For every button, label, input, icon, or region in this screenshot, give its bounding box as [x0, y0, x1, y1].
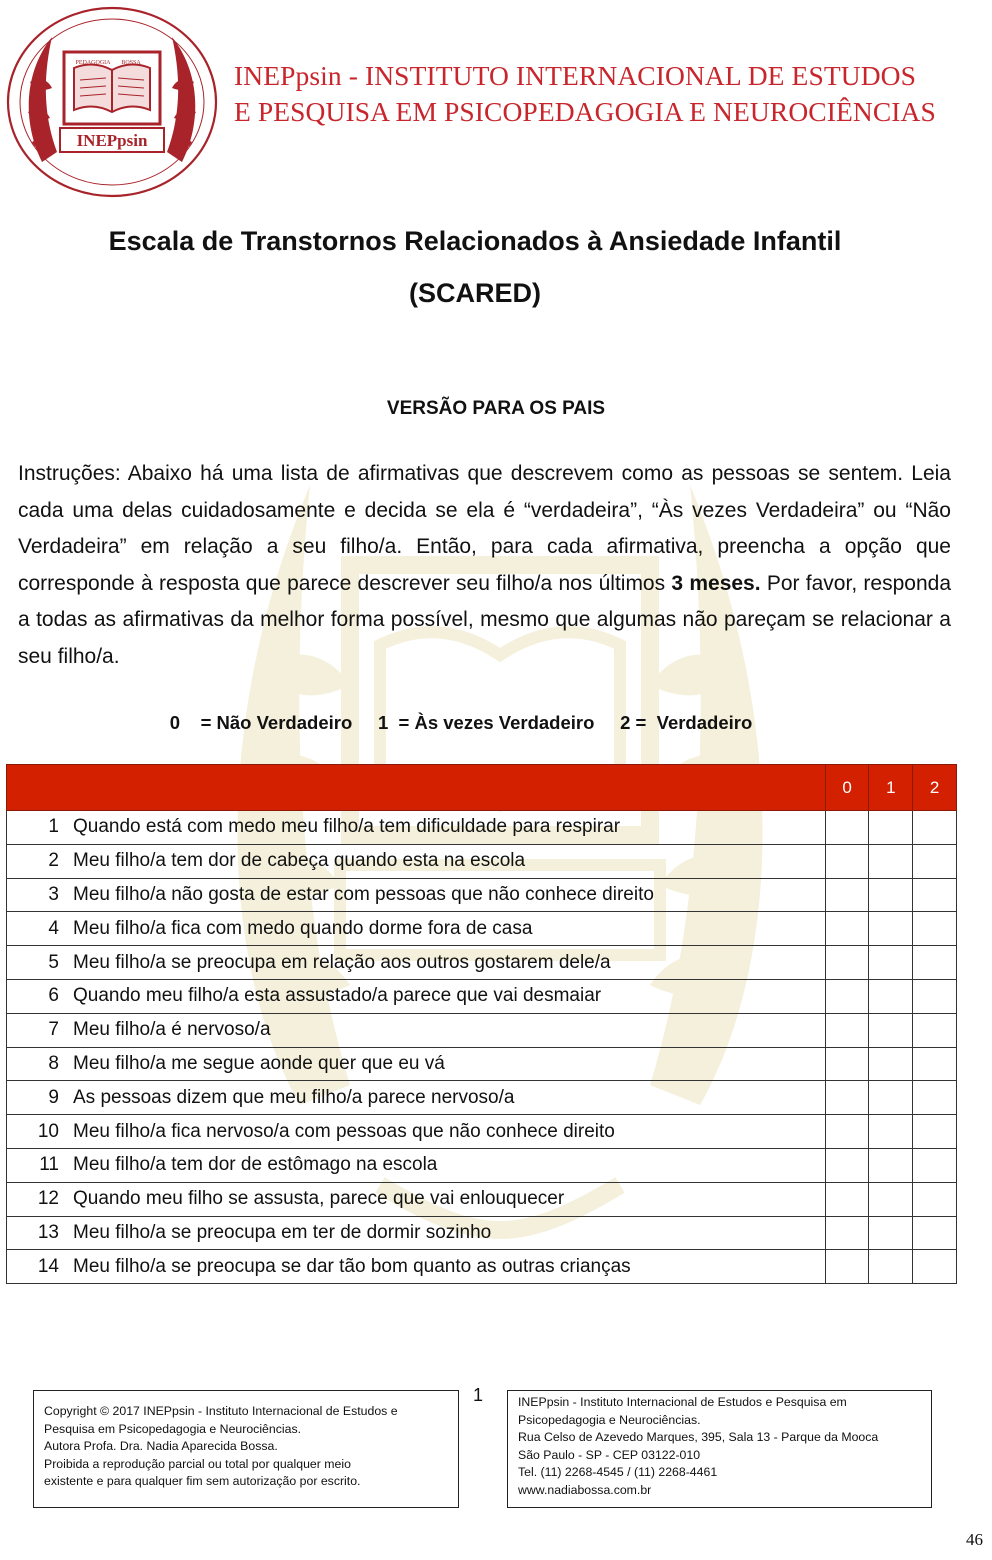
- item-text: Meu filho/a me segue aonde quer que eu vá: [73, 1052, 445, 1074]
- answer-cell-2[interactable]: [913, 1013, 957, 1047]
- website-link[interactable]: www.nadiabossa.com.br: [518, 1482, 652, 1497]
- answer-cell-1[interactable]: [869, 844, 913, 878]
- item-number: 14: [37, 1255, 59, 1277]
- copyright-line: Proibida a reprodução parcial ou total por qualquer meio: [44, 1456, 351, 1471]
- table-row: [7, 946, 957, 980]
- table-row: [7, 1047, 957, 1081]
- table-row: [7, 878, 957, 912]
- answer-cell-2[interactable]: [913, 1148, 957, 1182]
- item-number: 8: [48, 1052, 59, 1074]
- answer-cell-0[interactable]: [825, 979, 869, 1013]
- answer-cell-0[interactable]: [825, 1115, 869, 1149]
- item-number: 6: [48, 985, 59, 1007]
- folio-number: 46: [966, 1530, 983, 1549]
- institute-name-line1: INEPpsin - INSTITUTO INTERNACIONAL DE ESTUDOS: [234, 60, 917, 91]
- answer-cell-2[interactable]: [913, 878, 957, 912]
- answer-cell-1[interactable]: [869, 979, 913, 1013]
- version-heading: VERSÃO PARA OS PAIS: [386, 398, 606, 419]
- item-text: Quando meu filho se assusta, parece que vai enlouquecer: [73, 1188, 565, 1210]
- answer-cell-0[interactable]: [825, 811, 869, 845]
- answer-cell-0[interactable]: [825, 1148, 869, 1182]
- item-number: 5: [48, 951, 59, 973]
- item-text: Meu filho/a se preocupa se dar tão bom quanto as outras crianças: [73, 1255, 631, 1277]
- copyright-line: Autora Profa. Dra. Nadia Aparecida Bossa.: [44, 1439, 278, 1454]
- contact-line: Psicopedagogia e Neurociências.: [518, 1412, 701, 1427]
- answer-scale-legend: 0 = Não Verdadeiro 1 = Às vezes Verdadeiro 2 = Verdadeiro: [169, 712, 753, 733]
- answer-cell-0[interactable]: [825, 844, 869, 878]
- contact-line: São Paulo - SP - CEP 03122-010: [518, 1447, 701, 1462]
- copyright-line: Copyright © 2017 INEPpsin - Instituto Internacional de Estudos e: [44, 1404, 398, 1418]
- institute-name-line2: E PESQUISA EM PSICOPEDAGOGIA E NEUROCIÊNCIAS: [234, 96, 936, 127]
- answer-cell-0[interactable]: [825, 912, 869, 946]
- answer-cell-1[interactable]: [869, 1115, 913, 1149]
- item-text: Quando meu filho/a esta assustado/a parece que vai desmaiar: [73, 985, 602, 1007]
- answer-cell-1[interactable]: [869, 878, 913, 912]
- item-number: 3: [48, 883, 59, 905]
- item-number: 2: [48, 850, 59, 872]
- header-col-0: 0: [825, 765, 869, 811]
- item-text: Meu filho/a fica com medo quando dorme fora de casa: [73, 917, 533, 939]
- answer-cell-1[interactable]: [869, 946, 913, 980]
- answer-cell-0[interactable]: [825, 946, 869, 980]
- answer-cell-1[interactable]: [869, 1250, 913, 1284]
- answer-cell-1[interactable]: [869, 1182, 913, 1216]
- contact-box: [507, 1390, 932, 1508]
- answer-cell-2[interactable]: [913, 979, 957, 1013]
- answer-cell-2[interactable]: [913, 1216, 957, 1250]
- copyright-line: existente e para qualquer fim sem autorização por escrito.: [44, 1474, 361, 1489]
- table-header-row: [7, 765, 957, 811]
- header-col-1: 1: [869, 765, 913, 811]
- institute-logo: [2, 2, 222, 200]
- contact-line: INEPpsin - Instituto Internacional de Estudos e Pesquisa em: [518, 1395, 847, 1409]
- header-blank-cell: [7, 765, 826, 811]
- item-number: 12: [37, 1188, 59, 1210]
- answer-cell-0[interactable]: [825, 1250, 869, 1284]
- answer-cell-2[interactable]: [913, 1115, 957, 1149]
- item-text: Meu filho/a se preocupa em relação aos outros gostarem dele/a: [73, 951, 611, 973]
- table-row: [7, 1013, 957, 1047]
- answer-cell-0[interactable]: [825, 1216, 869, 1250]
- answer-cell-1[interactable]: [869, 811, 913, 845]
- answer-cell-2[interactable]: [913, 1081, 957, 1115]
- table-row: [7, 979, 957, 1013]
- item-number: 7: [48, 1019, 59, 1041]
- answer-cell-0[interactable]: [825, 1047, 869, 1081]
- svg-text:INEPpsin: INEPpsin: [76, 131, 148, 150]
- answer-cell-0[interactable]: [825, 1182, 869, 1216]
- item-text: Meu filho/a tem dor de estômago na escola: [73, 1154, 438, 1176]
- answer-cell-1[interactable]: [869, 1148, 913, 1182]
- table-row: [7, 1216, 957, 1250]
- answer-cell-0[interactable]: [825, 878, 869, 912]
- item-number: 9: [48, 1086, 59, 1108]
- item-text: Meu filho/a fica nervoso/a com pessoas que não conhece direito: [73, 1120, 615, 1142]
- table-row: [7, 811, 957, 845]
- table-row: [7, 844, 957, 878]
- institute-name: [234, 58, 974, 130]
- item-text: Meu filho/a se preocupa em ter de dormir sozinho: [73, 1221, 492, 1243]
- table-row: [7, 1115, 957, 1149]
- answer-cell-2[interactable]: [913, 844, 957, 878]
- svg-text:BOSSA: BOSSA: [121, 60, 141, 66]
- item-text: Meu filho/a tem dor de cabeça quando esta na escola: [73, 850, 526, 872]
- answer-cell-1[interactable]: [869, 1216, 913, 1250]
- item-text: Quando está com medo meu filho/a tem dificuldade para respirar: [73, 816, 621, 838]
- copyright-box: [33, 1390, 459, 1508]
- page-number: 1: [473, 1385, 484, 1405]
- item-text: Meu filho/a não gosta de estar com pessoas que não conhece direito: [73, 883, 654, 905]
- answer-cell-2[interactable]: [913, 912, 957, 946]
- answer-cell-2[interactable]: [913, 1047, 957, 1081]
- table-row: [7, 1081, 957, 1115]
- item-number: 11: [39, 1154, 59, 1176]
- table-row: [7, 1250, 957, 1284]
- answer-cell-1[interactable]: [869, 1013, 913, 1047]
- answer-cell-2[interactable]: [913, 811, 957, 845]
- contact-line: Tel. (11) 2268-4545 / (11) 2268-4461: [518, 1465, 718, 1480]
- questionnaire-table: [6, 764, 957, 1284]
- table-row: [7, 1182, 957, 1216]
- instructions-paragraph: Instruções: Abaixo há uma lista de afirmativas que descrevem como as pessoas se sentem. Leia cada uma delas cuidadosamente e decida se ela é “verdadeira”, “Às vezes Verdadeira” ou “Não Verdadeira” em relação a seu filho/a. Então, para cada afirmativa, preencha a opção que corresponde à resposta que parece descrever seu filho/a nos últimos 3 meses. Por favor, responda a todas as afirmativas da melhor forma possível, mesmo que algumas não pareçam se relacionar a seu filho/a.: [18, 462, 951, 668]
- table-row: [7, 1148, 957, 1182]
- document-title: Escala de Transtornos Relacionados à Ansiedade Infantil: [108, 226, 842, 256]
- answer-cell-0[interactable]: [825, 1081, 869, 1115]
- answer-cell-2[interactable]: [913, 1182, 957, 1216]
- item-number: 10: [37, 1120, 59, 1142]
- answer-cell-1[interactable]: [869, 1081, 913, 1115]
- item-number: 13: [37, 1221, 59, 1243]
- answer-cell-0[interactable]: [825, 1013, 869, 1047]
- answer-cell-2[interactable]: [913, 1250, 957, 1284]
- header-col-2: 2: [913, 765, 957, 811]
- answer-cell-1[interactable]: [869, 1047, 913, 1081]
- item-number: 1: [48, 816, 59, 838]
- copyright-line: Pesquisa em Psicopedagogia e Neurociências.: [44, 1421, 302, 1436]
- item-text: As pessoas dizem que meu filho/a parece nervoso/a: [73, 1086, 515, 1108]
- item-text: Meu filho/a é nervoso/a: [73, 1019, 271, 1041]
- answer-cell-1[interactable]: [869, 912, 913, 946]
- table-row: [7, 912, 957, 946]
- svg-text:PEDAGOGIA: PEDAGOGIA: [75, 60, 111, 66]
- contact-line: Rua Celso de Azevedo Marques, 395, Sala 13 - Parque da Mooca: [518, 1430, 879, 1445]
- item-number: 4: [48, 917, 59, 939]
- answer-cell-2[interactable]: [913, 946, 957, 980]
- document-subtitle: (SCARED): [409, 278, 541, 308]
